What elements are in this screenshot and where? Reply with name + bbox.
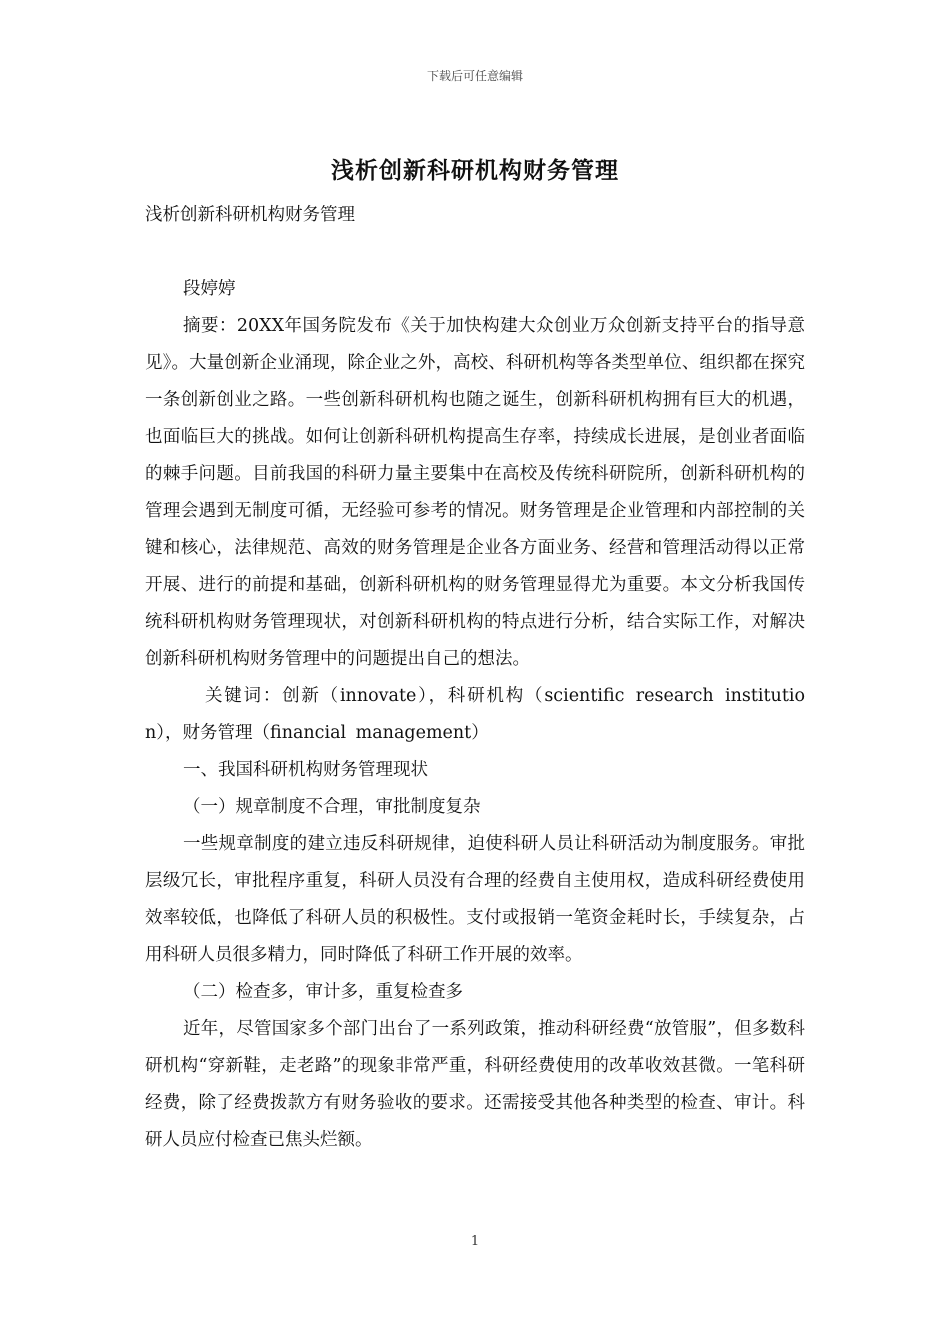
body-paragraph: 一些规章制度的建立违反科研规律，迫使科研人员让科研活动为制度服务。审批层级冗长，审批程序重复，科研人员没有合理的经费自主使用权，造成科研经费使用效率较低，也降低了科研人员的积极性。支付或报销一笔资金耗时长，手续复杂，占用科研人员很多精力，同时降低了科研工作开展的效率。 xyxy=(145,834,805,965)
body-paragraph: 近年，尽管国家多个部门出台了一系列政策，推动科研经费“放管服”，但多数科研机构“穿新鞋，走老路”的现象非常严重，科研经费使用的改革收效甚微。一笔科研经费，除了经费拨款方有财务验收的要求。还需接受其他各种类型的检查、审计。科研人员应付检查已焦头烂额。 xyxy=(145,1019,805,1150)
section-heading: 一、我国科研机构财务管理现状 xyxy=(183,760,428,780)
header-note: 下载后可任意编辑 xyxy=(426,69,523,83)
page-number: 1 xyxy=(470,1234,480,1249)
keywords-paragraph: 关键词：创新（innovate），科研机构（scientific research institution），财务管理（financial management） xyxy=(145,686,805,743)
blank-line xyxy=(145,234,805,271)
document-title: 浅析创新科研机构财务管理 xyxy=(331,158,619,184)
author-name: 段婷婷 xyxy=(183,279,236,299)
document-body xyxy=(145,197,805,1159)
document-subtitle: 浅析创新科研机构财务管理 xyxy=(145,205,355,225)
subsection-heading: （一）规章制度不合理，审批制度复杂 xyxy=(183,797,481,817)
subsection-heading: （二）检查多，审计多，重复检查多 xyxy=(183,982,463,1002)
abstract-paragraph: 摘要：20XX年国务院发布《关于加快构建大众创业万众创新支持平台的指导意见》。大量创新企业涌现，除企业之外，高校、科研机构等各类型单位、组织都在探究一条创新创业之路。一些创新科研机构也随之诞生，创新科研机构拥有巨大的机遇，也面临巨大的挑战。如何让创新科研机构提高生存率，持续成长进展，是创业者面临的棘手问题。目前我国的科研力量主要集中在高校及传统科研院所，创新科研机构的管理会遇到无制度可循，无经验可参考的情况。财务管理是企业管理和内部控制的关键和核心，法律规范、高效的财务管理是企业各方面业务、经营和管理活动得以正常开展、进行的前提和基础，创新科研机构的财务管理显得尤为重要。本文分析我国传统科研机构财务管理现状，对创新科研机构的特点进行分析，结合实际工作，对解决创新科研机构财务管理中的问题提出自己的想法。 xyxy=(145,316,805,669)
